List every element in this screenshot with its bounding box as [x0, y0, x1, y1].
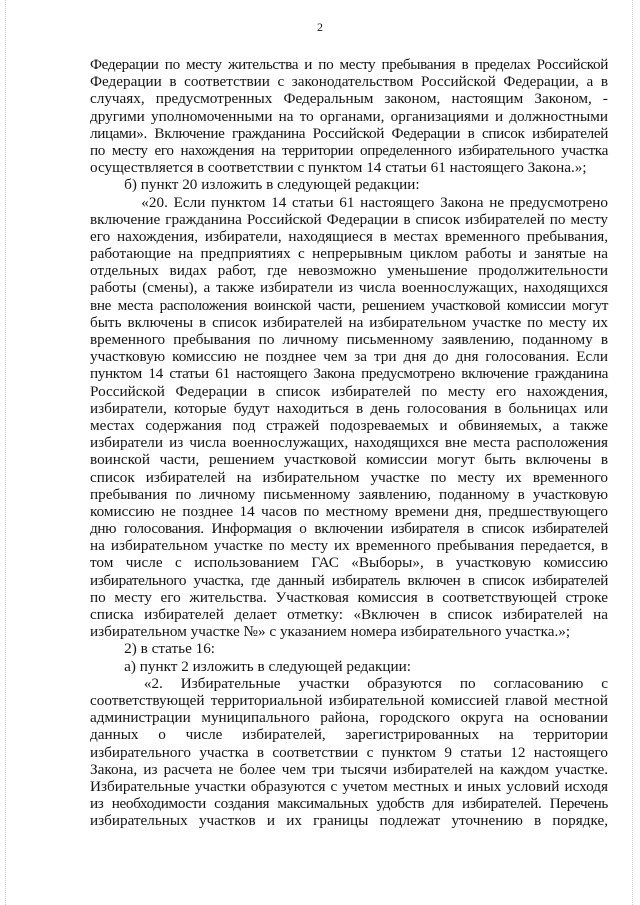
- text-line: списка избирателей делает отметку: «Включен в список избирателей на: [90, 606, 608, 623]
- text-line: Федерации по месту жительства и по месту пребывания в пределах Российской: [90, 56, 608, 73]
- text-line: по месту его нахождения на территории определенного избирательного участка: [90, 141, 608, 159]
- text-line: избиратели из числа военнослужащих, находящихся вне места расположения: [90, 434, 608, 452]
- text-line: пребывания по личному письменному заявлению, поданному в участковую: [90, 485, 608, 503]
- text-line: избирательных участков и их границы подлежат уточнению в порядке,: [90, 812, 608, 830]
- text-line: другими уполномоченными на то органами, организациями и должностными: [90, 107, 608, 125]
- text-line: местах содержания под стражей подозреваемых и обвиняемых, а также: [90, 416, 608, 434]
- text-line: пунктом 14 статьи 61 настоящего Закона предусмотрено включение гражданина: [90, 365, 608, 383]
- text-line: список избирателей на избирательном участке по месту их временного: [90, 468, 608, 486]
- text-line: том числе с использованием ГАС «Выборы», в участковую комиссию: [90, 554, 608, 572]
- text-line: «20. Если пунктом 14 статьи 61 настоящего Закона не предусмотрено: [90, 193, 608, 211]
- scan-margin-right: [632, 0, 634, 905]
- text-line: Закона, из расчета не более чем три тысячи избирателей на каждом участке.: [90, 760, 608, 778]
- text-line: работы (смены), а также избиратели из числа военнослужащих, находящихся: [90, 279, 608, 297]
- text-line: соответствующей территориальной избирательной комиссией главой местной: [90, 691, 608, 709]
- text-line: воинской части, решением участковой комиссии могут быть включены в: [90, 451, 608, 469]
- text-line: избирательном участке №» с указанием номера избирательного участка.»;: [90, 623, 571, 641]
- text-line: 2) в статье 16:: [90, 640, 216, 658]
- text-line: включение гражданина Российской Федерации в список избирателей по месту: [90, 210, 608, 228]
- text-line: избирательного участка в соответствии с пунктом 9 статьи 12 настоящего: [90, 743, 608, 761]
- text-line: Российской Федерации в список избирателей по месту его нахождения,: [90, 382, 608, 400]
- text-line: временного пребывания по личному письменному заявлению, поданному в: [90, 331, 608, 348]
- page-number: 2: [317, 20, 323, 34]
- text-line: осуществляется в соответствии с пунктом 14 статьи 61 настоящего Закона.»;: [90, 159, 587, 177]
- text-line: данных о числе избирателей, зарегистрированных на территории: [90, 726, 608, 744]
- scan-margin-left: [5, 0, 7, 905]
- text-line: участковую комиссию не позднее чем за три дня до дня голосования. Если: [90, 348, 608, 366]
- text-line: избиратели, которые будут находиться в день голосования в больницах или: [90, 399, 608, 417]
- text-line: Федерации в соответствии с законодательством Российской Федерации, а в: [90, 73, 608, 91]
- text-line: администрации муниципального района, городского округа на основании: [90, 709, 608, 727]
- text-line: Избирательные участки образуются с учетом местных и иных условий исходя: [90, 777, 608, 795]
- text-line: вне места расположения воинской части, решением участковой комиссии могут: [90, 296, 608, 314]
- text-line: а) пункт 2 изложить в следующей редакции:: [90, 657, 411, 675]
- text-line: отдельных видах работ, где невозможно уменьшение продолжительности: [90, 262, 608, 280]
- text-line: быть включены в список избирателей на избирательном участке по месту их: [90, 313, 608, 331]
- text-line: комиссию не позднее 14 часов по местному времени дня, предшествующего: [90, 502, 608, 520]
- text-line: работающие на предприятиях с непрерывным циклом работы и занятые на: [90, 245, 608, 263]
- text-line: на избирательном участке по месту их временного пребывания передается, в: [90, 537, 608, 555]
- text-line: дню голосования. Информация о включении избирателя в список избирателей: [90, 520, 608, 538]
- text-line: лицами». Включение гражданина Российской Федерации в список избирателей: [90, 124, 608, 142]
- text-line: избирательного участка, где данный избиратель включен в список избирателей: [90, 571, 608, 589]
- text-line: «2. Избирательные участки образуются по согласованию с: [90, 674, 608, 692]
- text-line: из необходимости создания максимальных удобств для избирателей. Перечень: [90, 795, 608, 813]
- text-line: случаях, предусмотренных Федеральным законом, настоящим Законом, -: [90, 90, 608, 108]
- text-line: б) пункт 20 изложить в следующей редакции:: [90, 176, 420, 194]
- text-line: его нахождения, избиратели, находящиеся в местах временного пребывания,: [90, 227, 608, 245]
- document-body: [90, 56, 608, 829]
- text-line: по месту его жительства. Участковая комиссия в соответствующей строке: [90, 588, 608, 606]
